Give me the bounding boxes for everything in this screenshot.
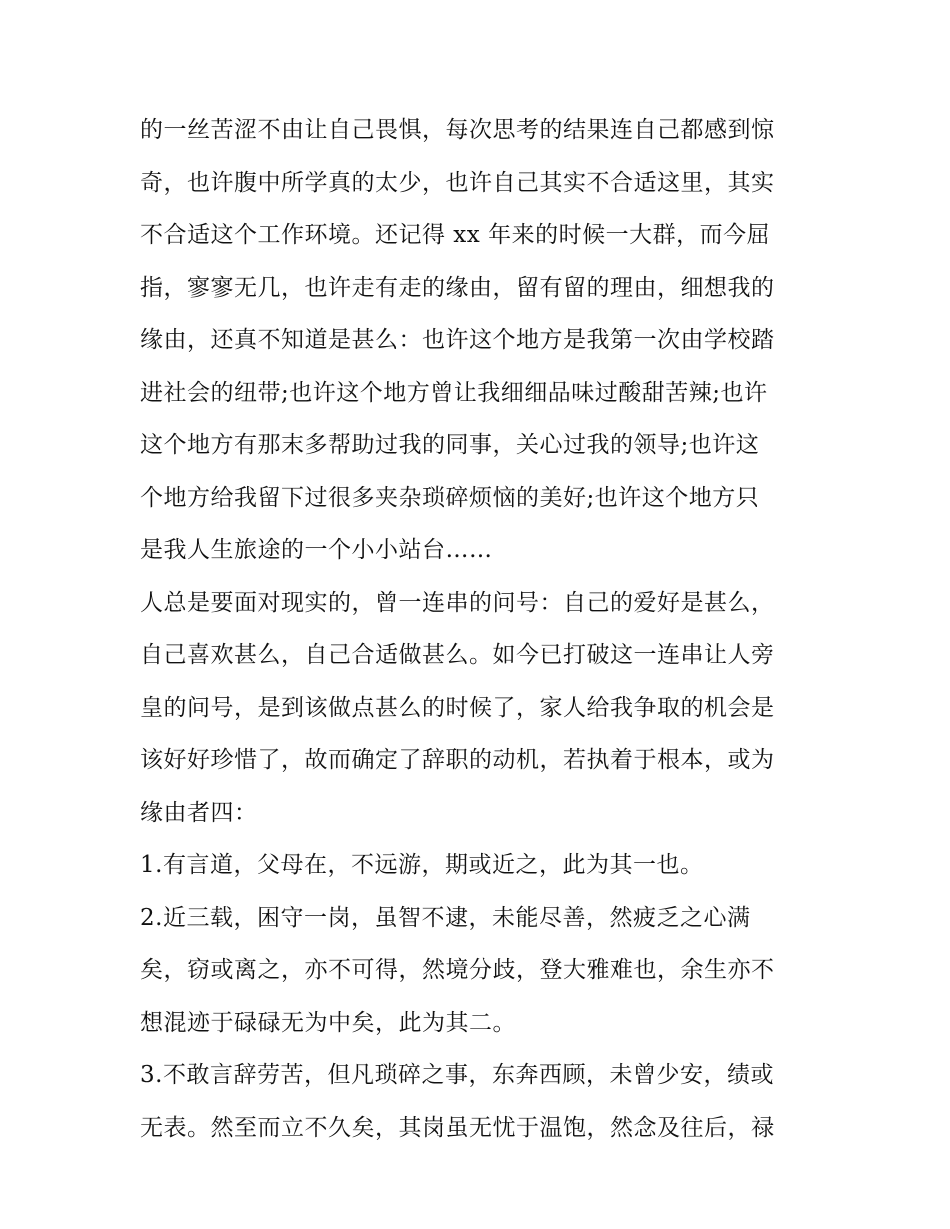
text-line: 这个地方有那末多帮助过我的同事，关心过我的领导;也许这 bbox=[140, 432, 760, 458]
text-line: 皇的问号，是到该做点甚么的时候了，家人给我争取的机会是 bbox=[140, 694, 775, 721]
text-line: 2.近三载，困守一岗，虽智不逮，未能尽善，然疲乏之心满 bbox=[140, 904, 751, 931]
text-line: 不合适这个工作环境。还记得 xx 年来的时候一大群，而今屈 bbox=[140, 222, 771, 248]
text-line: 奇，也许腹中所学真的太少，也许自己其实不合适这里，其实 bbox=[140, 169, 775, 196]
text-line: 3.不敢言辞劳苦，但凡琐碎之事，东奔西顾，未曾少安，绩或 bbox=[140, 1062, 774, 1088]
text-line: 矣，窃或离之，亦不可得，然境分歧，登大雅难也，余生亦不 bbox=[140, 957, 775, 983]
text-line: 的一丝苦涩不由让自己畏惧，每次思考的结果连自己都感到惊 bbox=[140, 117, 775, 143]
text-line: 是我人生旅途的一个小小站台…… bbox=[140, 537, 493, 563]
text-line: 无表。然至而立不久矣，其岗虽无忧于温饱，然念及往后，禄 bbox=[140, 1114, 775, 1141]
text-line: 自己喜欢甚么，自己合适做甚么。如今已打破这一连串让人旁 bbox=[140, 642, 775, 668]
text-line: 缘由者四： bbox=[140, 799, 258, 826]
document-body bbox=[140, 104, 840, 1154]
text-line: 指，寥寥无几，也许走有走的缘由，留有留的理由，细想我的 bbox=[140, 274, 775, 301]
text-line: 想混迹于碌碌无为中矣，此为其二。 bbox=[140, 1009, 516, 1036]
text-line: 该好好珍惜了，故而确定了辞职的动机，若执着于根本，或为 bbox=[140, 747, 775, 773]
text-line: 人总是要面对现实的，曾一连串的问号：自己的爱好是甚么， bbox=[140, 589, 775, 616]
text-line: 进社会的纽带;也许这个地方曾让我细细品味过酸甜苦辣;也许 bbox=[140, 379, 768, 406]
text-line: 个地方给我留下过很多夹杂琐碎烦恼的美好;也许这个地方只 bbox=[140, 484, 760, 511]
text-line: 1.有言道，父母在，不远游，期或近之，此为其一也。 bbox=[140, 852, 704, 878]
text-line: 缘由，还真不知道是甚么：也许这个地方是我第一次由学校踏 bbox=[140, 327, 775, 353]
